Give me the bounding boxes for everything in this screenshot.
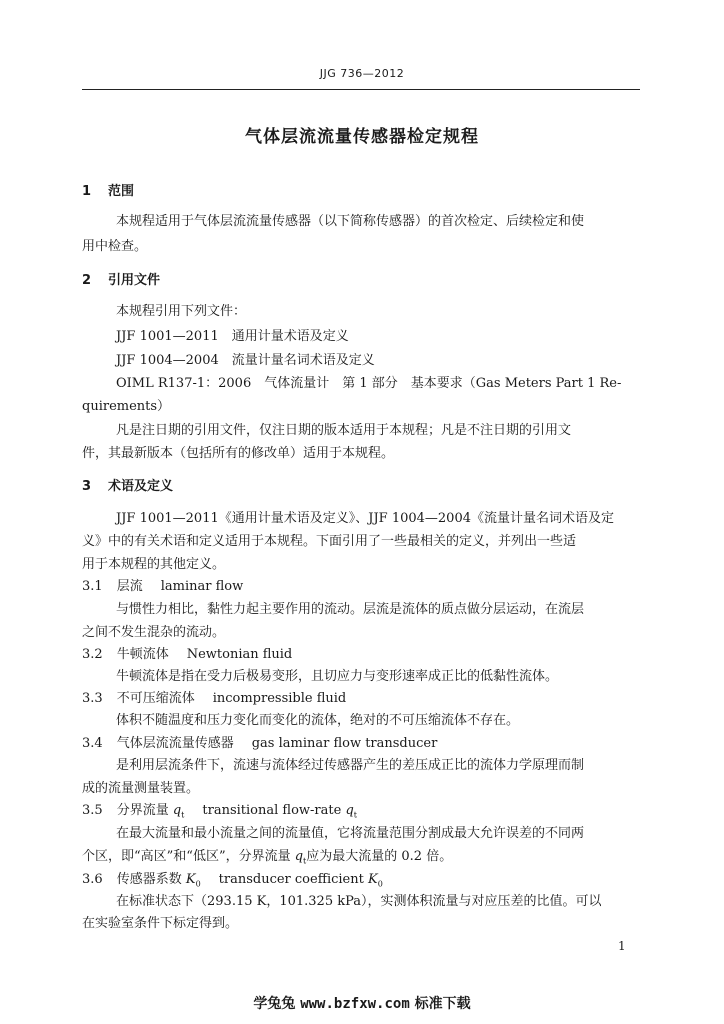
- term-symbol-subscript: t: [181, 810, 185, 820]
- definition-line: 在最大流量和最小流量之间的流量值，它将流量范围分割成最大允许误差的不同两: [116, 826, 585, 841]
- document-title: 气体层流流量传感器检定规程: [245, 127, 479, 147]
- header-divider: [82, 89, 640, 90]
- term-3-4-heading: [82, 735, 437, 753]
- footer-site-name: 学兔兔: [253, 996, 296, 1012]
- section-number: 1: [82, 184, 92, 199]
- term-symbol-subscript: 0: [377, 879, 383, 889]
- paragraph-line: 义》中的有关术语和定义适用于本规程。下面引用了一些最相关的定义，并列出一些适: [82, 534, 577, 549]
- definition-line: 是利用层流条件下，流速与流体经过传感器产生的差压成正比的流体力学原理而制: [116, 758, 585, 773]
- definition-line: 与惯性力相比，黏性力起主要作用的流动。层流是流体的质点做分层运动，在流层: [116, 602, 585, 617]
- reference-item-continued: quirements）: [82, 399, 171, 414]
- term-3-6-heading: [82, 871, 383, 894]
- reference-item: JJF 1001—2011 通用计量术语及定义: [116, 329, 349, 344]
- section-title: 术语及定义: [108, 479, 174, 494]
- term-symbol: K: [185, 872, 196, 887]
- standard-code-header: JJG 736—2012: [319, 67, 405, 80]
- term-3-3-heading: [82, 690, 346, 708]
- footer-tagline: 标准下载: [414, 996, 471, 1012]
- reference-item: JJF 1004—2004 流量计量名词术语及定义: [116, 353, 375, 368]
- term-en: incompressible fluid: [212, 691, 347, 706]
- definition-line: 成的流量测量装置。: [82, 781, 200, 796]
- term-en: transducer coefficient: [218, 872, 364, 887]
- paragraph-line: 件，其最新版本（包括所有的修改单）适用于本规程。: [82, 446, 395, 461]
- term-symbol-subscript: t: [353, 810, 357, 820]
- section-title: 范围: [108, 184, 135, 199]
- definition-line: 牛顿流体是指在受力后极易变形，且切应力与变形速率成正比的低黏性流体。: [116, 669, 559, 684]
- term-en: gas laminar flow transducer: [251, 736, 438, 751]
- term-cn: 气体层流流量传感器: [116, 736, 234, 751]
- term-en: laminar flow: [160, 579, 244, 594]
- term-symbol: K: [367, 872, 378, 887]
- definition-line: 在实验室条件下标定得到。: [82, 916, 239, 931]
- term-number: 3.4: [82, 736, 103, 751]
- term-symbol-subscript: 0: [195, 879, 201, 889]
- term-3-1-heading: [82, 578, 243, 596]
- paragraph-line: 凡是注日期的引用文件，仅注日期的版本适用于本规程；凡是不注日期的引用文: [116, 423, 572, 438]
- definition-line-with-symbol: [82, 848, 452, 871]
- paragraph-line: 本规程适用于气体层流流量传感器（以下简称传感器）的首次检定、后续检定和使: [116, 214, 585, 229]
- term-number: 3.6: [82, 872, 103, 887]
- term-3-5-heading: [82, 802, 357, 825]
- section-3-heading: [82, 478, 173, 496]
- term-symbol: q: [294, 849, 304, 864]
- definition-text: 个区，即“高区”和“低区”，分界流量: [82, 849, 295, 864]
- section-1-heading: [82, 183, 134, 201]
- section-title: 引用文件: [108, 273, 161, 288]
- term-symbol-subscript: t: [303, 856, 307, 866]
- term-cn: 传感器系数: [116, 872, 182, 887]
- term-number: 3.1: [82, 579, 103, 594]
- term-number: 3.5: [82, 803, 103, 818]
- section-number: 3: [82, 479, 92, 494]
- term-cn: 不可压缩流体: [116, 691, 195, 706]
- term-en: Newtonian fluid: [186, 647, 293, 662]
- term-cn: 分界流量: [116, 803, 169, 818]
- download-footer: [0, 993, 724, 1013]
- definition-line: 在标准状态下（293.15 K，101.325 kPa），实测体积流量与对应压差的比值。可以: [116, 894, 602, 909]
- paragraph-line: JJF 1001—2011《通用计量术语及定义》、JJF 1004—2004《流量计量名词术语及定: [116, 511, 614, 526]
- term-cn: 层流: [116, 579, 143, 594]
- footer-url-link[interactable]: www.bzfxw.com: [300, 996, 410, 1012]
- paragraph-line: 用于本规程的其他定义。: [82, 557, 226, 572]
- term-symbol: q: [345, 803, 354, 818]
- term-3-2-heading: [82, 646, 292, 664]
- page-number: 1: [618, 939, 626, 953]
- term-cn: 牛顿流体: [116, 647, 169, 662]
- paragraph-line: 本规程引用下列文件：: [116, 304, 247, 319]
- paragraph-line: 用中检查。: [82, 239, 148, 254]
- section-2-heading: [82, 272, 160, 290]
- term-symbol: q: [172, 803, 182, 818]
- term-en: transitional flow-rate: [202, 803, 342, 818]
- term-number: 3.2: [82, 647, 103, 662]
- definition-line: 之间不发生混杂的流动。: [82, 625, 226, 640]
- definition-line: 体积不随温度和压力变化而变化的流体，绝对的不可压缩流体不存在。: [116, 713, 520, 728]
- term-number: 3.3: [82, 691, 103, 706]
- section-number: 2: [82, 273, 92, 288]
- definition-text: 应为最大流量的 0.2 倍。: [306, 849, 453, 864]
- reference-item: OIML R137-1：2006 气体流量计 第 1 部分 基本要求（Gas Meters Part 1 Re-: [116, 376, 622, 391]
